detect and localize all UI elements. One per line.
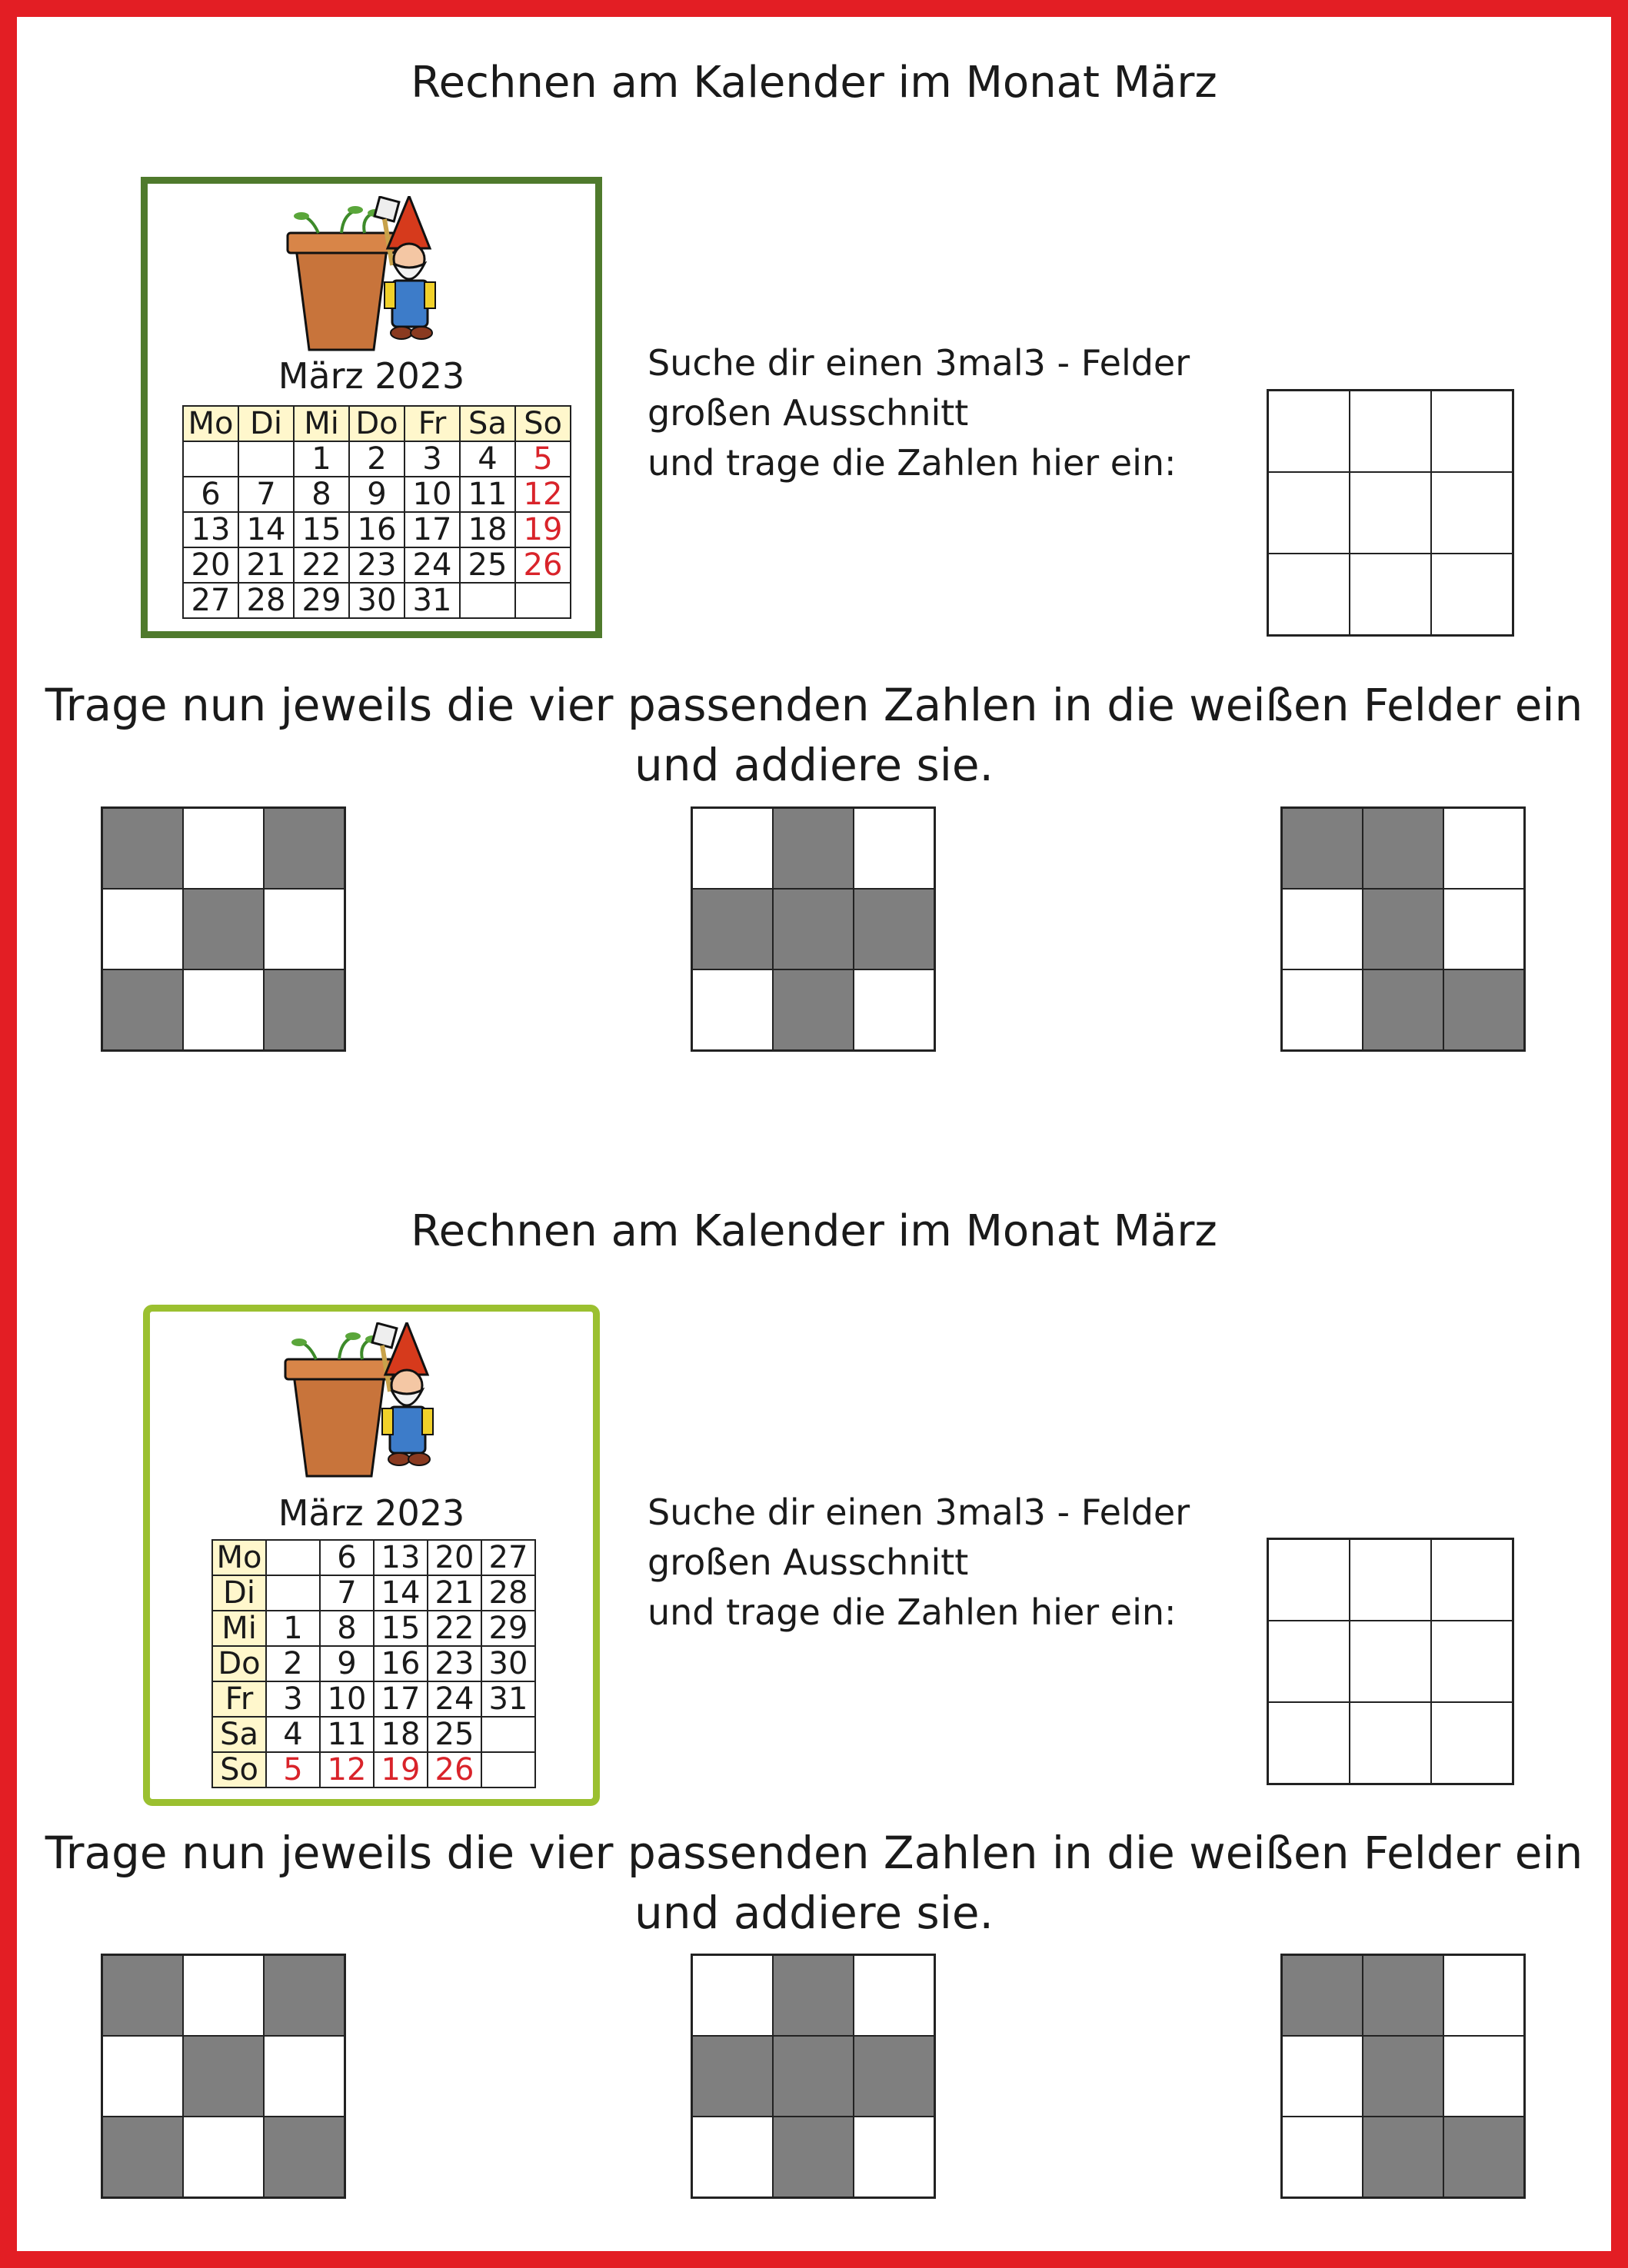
pattern-grid-x[interactable] [101,806,346,1052]
calendar-day: 31 [481,1681,535,1717]
answer-cell[interactable] [1349,553,1432,636]
calendar-day: 12 [320,1752,374,1787]
white-cell[interactable] [263,2035,345,2117]
calendar-day: 16 [374,1646,428,1681]
calendar-day: 5 [515,441,571,477]
white-cell[interactable] [691,807,774,890]
calendar-day: 7 [320,1575,374,1611]
calendar-card [141,177,602,638]
task-text [0,675,1628,795]
answer-cell[interactable] [1430,390,1513,473]
calendar-day: 1 [266,1611,320,1646]
calendar-day: 11 [320,1717,374,1752]
white-cell[interactable] [853,969,935,1051]
calendar-day: 16 [349,512,405,547]
calendar-day: 11 [460,477,515,512]
white-cell[interactable] [263,888,345,970]
task-line: Trage nun jeweils die vier passenden Zahlen in die weißen Felder ein [45,1827,1583,1879]
white-cell[interactable] [1443,807,1525,890]
calendar-table [211,1539,536,1788]
gray-cell [853,2035,935,2117]
white-cell[interactable] [853,1954,935,2037]
answer-grid[interactable] [1267,1538,1514,1785]
weekday-header: Di [212,1575,266,1611]
calendar-day: 10 [320,1681,374,1717]
answer-cell[interactable] [1430,471,1513,554]
calendar-day: 24 [405,547,460,583]
weekday-header: Fr [212,1681,266,1717]
calendar-day: 6 [320,1540,374,1575]
gray-cell [1443,969,1525,1051]
gray-cell [772,2116,854,2198]
weekday-header: So [212,1752,266,1787]
calendar-day: 28 [238,583,294,618]
weekday-header: Mo [212,1540,266,1575]
answer-cell[interactable] [1267,1620,1350,1703]
gray-cell [1362,969,1444,1051]
white-cell[interactable] [182,807,265,890]
calendar-day [481,1752,535,1787]
calendar-day: 24 [428,1681,481,1717]
gray-cell [691,2035,774,2117]
calendar-day [481,1717,535,1752]
calendar-day: 20 [428,1540,481,1575]
calendar-day: 30 [349,583,405,618]
calendar-day: 10 [405,477,460,512]
gray-cell [1362,1954,1444,2037]
calendar-table [182,405,571,619]
gray-cell [102,969,184,1051]
calendar-day: 2 [349,441,405,477]
pattern-grid-plus[interactable] [691,1954,936,2199]
gray-cell [772,2035,854,2117]
calendar-day: 18 [460,512,515,547]
calendar-day: 2 [266,1646,320,1681]
gray-cell [772,969,854,1051]
calendar-day: 3 [266,1681,320,1717]
calendar-day: 23 [349,547,405,583]
calendar-day [460,583,515,618]
calendar-day: 22 [428,1611,481,1646]
white-cell[interactable] [1281,888,1363,970]
calendar-day [238,441,294,477]
calendar-day: 14 [238,512,294,547]
calendar-day [515,583,571,618]
white-cell[interactable] [1443,1954,1525,2037]
calendar-day: 9 [349,477,405,512]
calendar-day: 5 [266,1752,320,1787]
white-cell[interactable] [853,2116,935,2198]
calendar-day: 26 [515,547,571,583]
calendar-day: 20 [183,547,238,583]
white-cell[interactable] [1443,888,1525,970]
white-cell[interactable] [182,1954,265,2037]
calendar-day: 4 [460,441,515,477]
calendar-day: 4 [266,1717,320,1752]
task-line: und addiere sie. [634,1887,994,1939]
calendar-day: 21 [428,1575,481,1611]
calendar-day: 9 [320,1646,374,1681]
pattern-grid-z[interactable] [1280,1954,1526,2199]
calendar-day: 8 [294,477,349,512]
weekday-header: Mo [183,406,238,441]
calendar-day [266,1575,320,1611]
calendar-day: 22 [294,547,349,583]
gray-cell [263,969,345,1051]
answer-cell[interactable] [1430,1620,1513,1703]
calendar-day: 29 [294,583,349,618]
instruction-line: großen Ausschnitt [648,392,969,434]
gray-cell [1362,888,1444,970]
calendar-day: 1 [294,441,349,477]
calendar-day: 25 [428,1717,481,1752]
calendar-day: 7 [238,477,294,512]
answer-cell[interactable] [1267,390,1350,473]
calendar-card [143,1305,600,1806]
gnome-flowerpot-icon [280,196,457,365]
gray-cell [102,2116,184,2198]
calendar-caption: März 2023 [278,1492,465,1534]
weekday-header: Do [349,406,405,441]
gray-cell [772,888,854,970]
answer-cell[interactable] [1267,1701,1350,1784]
gray-cell [691,888,774,970]
gray-cell [1443,2116,1525,2198]
calendar-day: 27 [481,1540,535,1575]
calendar-day: 23 [428,1646,481,1681]
answer-cell[interactable] [1267,553,1350,636]
weekday-header: Mi [212,1611,266,1646]
weekday-header: Di [238,406,294,441]
gray-cell [182,888,265,970]
calendar-day: 12 [515,477,571,512]
answer-grid[interactable] [1267,389,1514,637]
calendar-day: 26 [428,1752,481,1787]
calendar-caption: März 2023 [278,355,465,397]
task-line: Trage nun jeweils die vier passenden Zahlen in die weißen Felder ein [45,679,1583,731]
calendar-day: 15 [374,1611,428,1646]
calendar-day: 28 [481,1575,535,1611]
calendar-day: 14 [374,1575,428,1611]
calendar-day: 29 [481,1611,535,1646]
calendar-day: 30 [481,1646,535,1681]
instruction-line: großen Ausschnitt [648,1541,969,1583]
answer-cell[interactable] [1267,471,1350,554]
answer-cell[interactable] [1430,1538,1513,1621]
white-cell[interactable] [182,969,265,1051]
calendar-day: 18 [374,1717,428,1752]
gray-cell [1281,807,1363,890]
gray-cell [263,2116,345,2198]
white-cell[interactable] [1281,969,1363,1051]
calendar-day: 27 [183,583,238,618]
gray-cell [1281,1954,1363,2037]
answer-cell[interactable] [1349,471,1432,554]
pattern-grid-z[interactable] [1280,806,1526,1052]
section-title: Rechnen am Kalender im Monat März [411,58,1217,108]
instruction-line: und trage die Zahlen hier ein: [648,442,1177,484]
gray-cell [263,1954,345,2037]
answer-cell[interactable] [1349,390,1432,473]
gray-cell [1362,2035,1444,2117]
instruction-text [648,338,1190,488]
gray-cell [853,888,935,970]
white-cell[interactable] [853,807,935,890]
gray-cell [263,807,345,890]
white-cell[interactable] [691,2116,774,2198]
gray-cell [182,2035,265,2117]
calendar-day: 19 [374,1752,428,1787]
gray-cell [772,807,854,890]
instruction-line: und trage die Zahlen hier ein: [648,1591,1177,1633]
white-cell[interactable] [1281,2116,1363,2198]
pattern-grid-plus[interactable] [691,806,936,1052]
weekday-header: Do [212,1646,266,1681]
instruction-line: Suche dir einen 3mal3 - Felder [648,342,1190,384]
calendar-day: 3 [405,441,460,477]
weekday-header: Mi [294,406,349,441]
answer-cell[interactable] [1430,1701,1513,1784]
white-cell[interactable] [102,888,184,970]
weekday-header: Sa [212,1717,266,1752]
calendar-day: 6 [183,477,238,512]
instruction-text [648,1488,1190,1638]
calendar-day: 31 [405,583,460,618]
weekday-header: So [515,406,571,441]
calendar-day: 17 [405,512,460,547]
answer-cell[interactable] [1430,553,1513,636]
calendar-day [183,441,238,477]
calendar-day: 13 [374,1540,428,1575]
gnome-flowerpot-icon [278,1322,454,1491]
calendar-day: 25 [460,547,515,583]
pattern-grid-x[interactable] [101,1954,346,2199]
calendar-day: 8 [320,1611,374,1646]
gray-cell [772,1954,854,2037]
weekday-header: Sa [460,406,515,441]
calendar-day: 19 [515,512,571,547]
gray-cell [102,807,184,890]
calendar-day: 21 [238,547,294,583]
weekday-header: Fr [405,406,460,441]
calendar-day: 13 [183,512,238,547]
task-text [0,1823,1628,1943]
white-cell[interactable] [1443,2035,1525,2117]
gray-cell [1362,2116,1444,2198]
calendar-day [266,1540,320,1575]
calendar-day: 17 [374,1681,428,1717]
gray-cell [102,1954,184,2037]
answer-cell[interactable] [1349,1538,1432,1621]
answer-cell[interactable] [1349,1701,1432,1784]
white-cell[interactable] [182,2116,265,2198]
white-cell[interactable] [691,969,774,1051]
white-cell[interactable] [102,2035,184,2117]
instruction-line: Suche dir einen 3mal3 - Felder [648,1491,1190,1533]
white-cell[interactable] [1281,2035,1363,2117]
gray-cell [1362,807,1444,890]
white-cell[interactable] [691,1954,774,2037]
answer-cell[interactable] [1349,1620,1432,1703]
calendar-day: 15 [294,512,349,547]
answer-cell[interactable] [1267,1538,1350,1621]
task-line: und addiere sie. [634,739,994,791]
section-title: Rechnen am Kalender im Monat März [411,1206,1217,1256]
